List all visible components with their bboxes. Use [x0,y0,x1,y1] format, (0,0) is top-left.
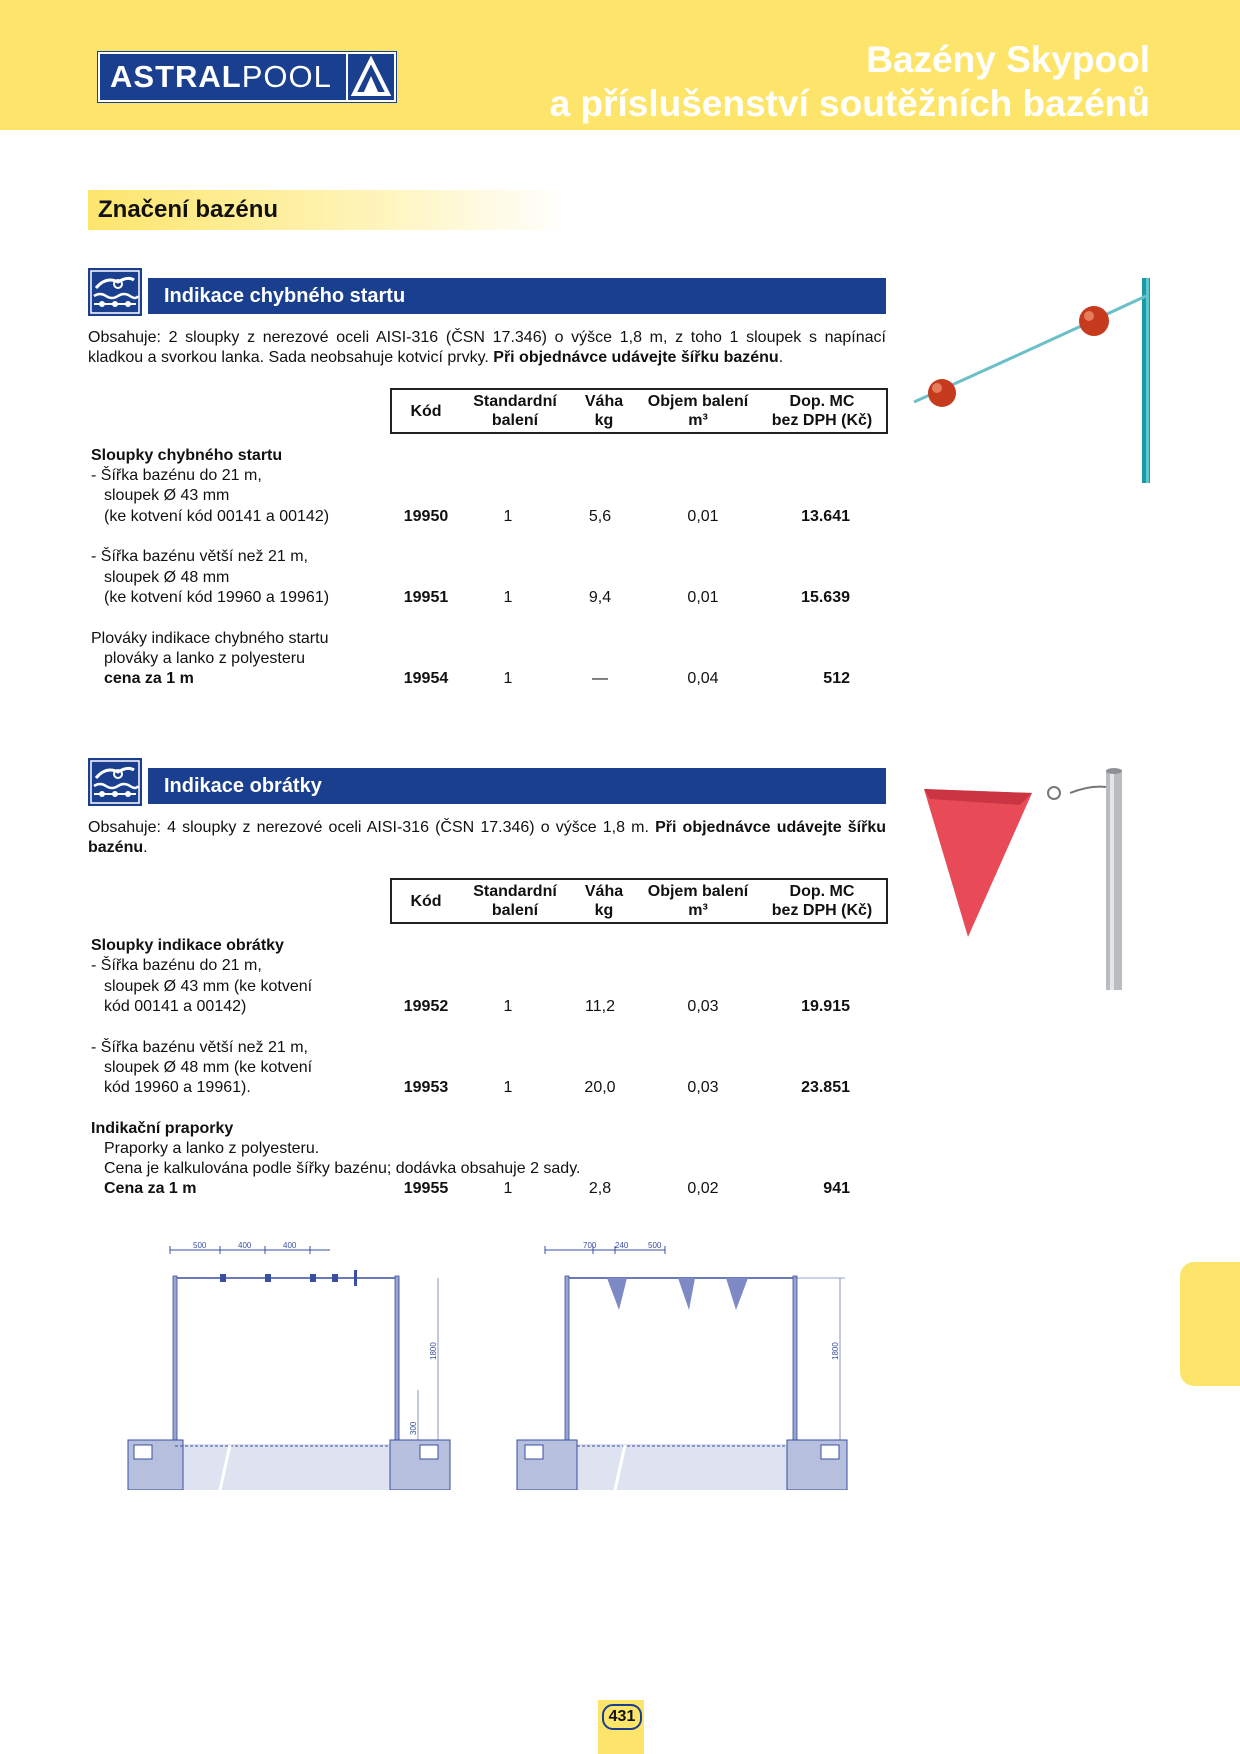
swimmer-icon [88,268,142,316]
section2-table-header [390,878,888,924]
col-price: Dop. MC bez DPH (Kč) [771,883,873,919]
col-code: Kód [410,892,442,910]
section1-heading-band: Indikace chybného startu [88,278,886,314]
section1-description: Obsahuje: 2 sloupky z nerezové oceli AISI-316 (ČSN 17.346) o výšce 1,8 m, z toho 1 sloupek s napínací kladkou a svorkou lanka. Sada neobsahuje kotvicí prvky. Při objednávce udávejte šířku bazénu. [88,329,886,366]
page-number: 431 [602,1704,642,1730]
section1-table-header [390,388,888,434]
group-title: Sloupky chybného startu [91,447,283,464]
svg-text:300: 300 [409,1421,418,1435]
group-title: Sloupky indikace obrátky [91,937,284,954]
false-start-rope-photo [910,270,1160,485]
col-pack: Standardní balení [473,393,557,429]
chapter-tab [1180,1262,1240,1386]
col-pack: Standardní balení [473,883,557,919]
swimmer-icon [88,758,142,806]
section2-heading-band: Indikace obrátky [88,768,886,804]
col-volume: Objem balení m³ [647,883,749,919]
turn-flag-photo [920,765,1130,990]
svg-text:400: 400 [283,1241,297,1250]
col-price: Dop. MC bez DPH (Kč) [771,393,873,429]
group-title: Indikační praporky [91,1120,234,1137]
turn-indicator-dimension-drawing [515,1240,855,1490]
svg-text:240: 240 [615,1241,629,1250]
section-title: Značení bazénu [88,190,568,230]
col-code: Kód [410,402,442,420]
page-title: Bazény Skypool a příslušenství soutěžních bazénů [549,39,1150,124]
col-volume: Objem balení m³ [647,393,749,429]
svg-text:1800: 1800 [429,1342,438,1360]
col-weight: Váha kg [584,393,624,429]
section2-description: Obsahuje: 4 sloupky z nerezové oceli AISI-316 (ČSN 17.346) o výšce 1,8 m. Při objednávce udávejte šířku bazénu. [88,819,886,856]
svg-text:500: 500 [648,1241,662,1250]
col-weight: Váha kg [584,883,624,919]
logo-triangle-icon [346,54,394,100]
false-start-dimension-drawing [120,1240,460,1490]
astralpool-logo: ASTRALPOOL [98,52,396,102]
page-number-tab [598,1700,644,1754]
svg-text:700: 700 [583,1241,597,1250]
svg-text:500: 500 [193,1241,207,1250]
svg-text:400: 400 [238,1241,252,1250]
svg-text:1800: 1800 [831,1342,840,1360]
